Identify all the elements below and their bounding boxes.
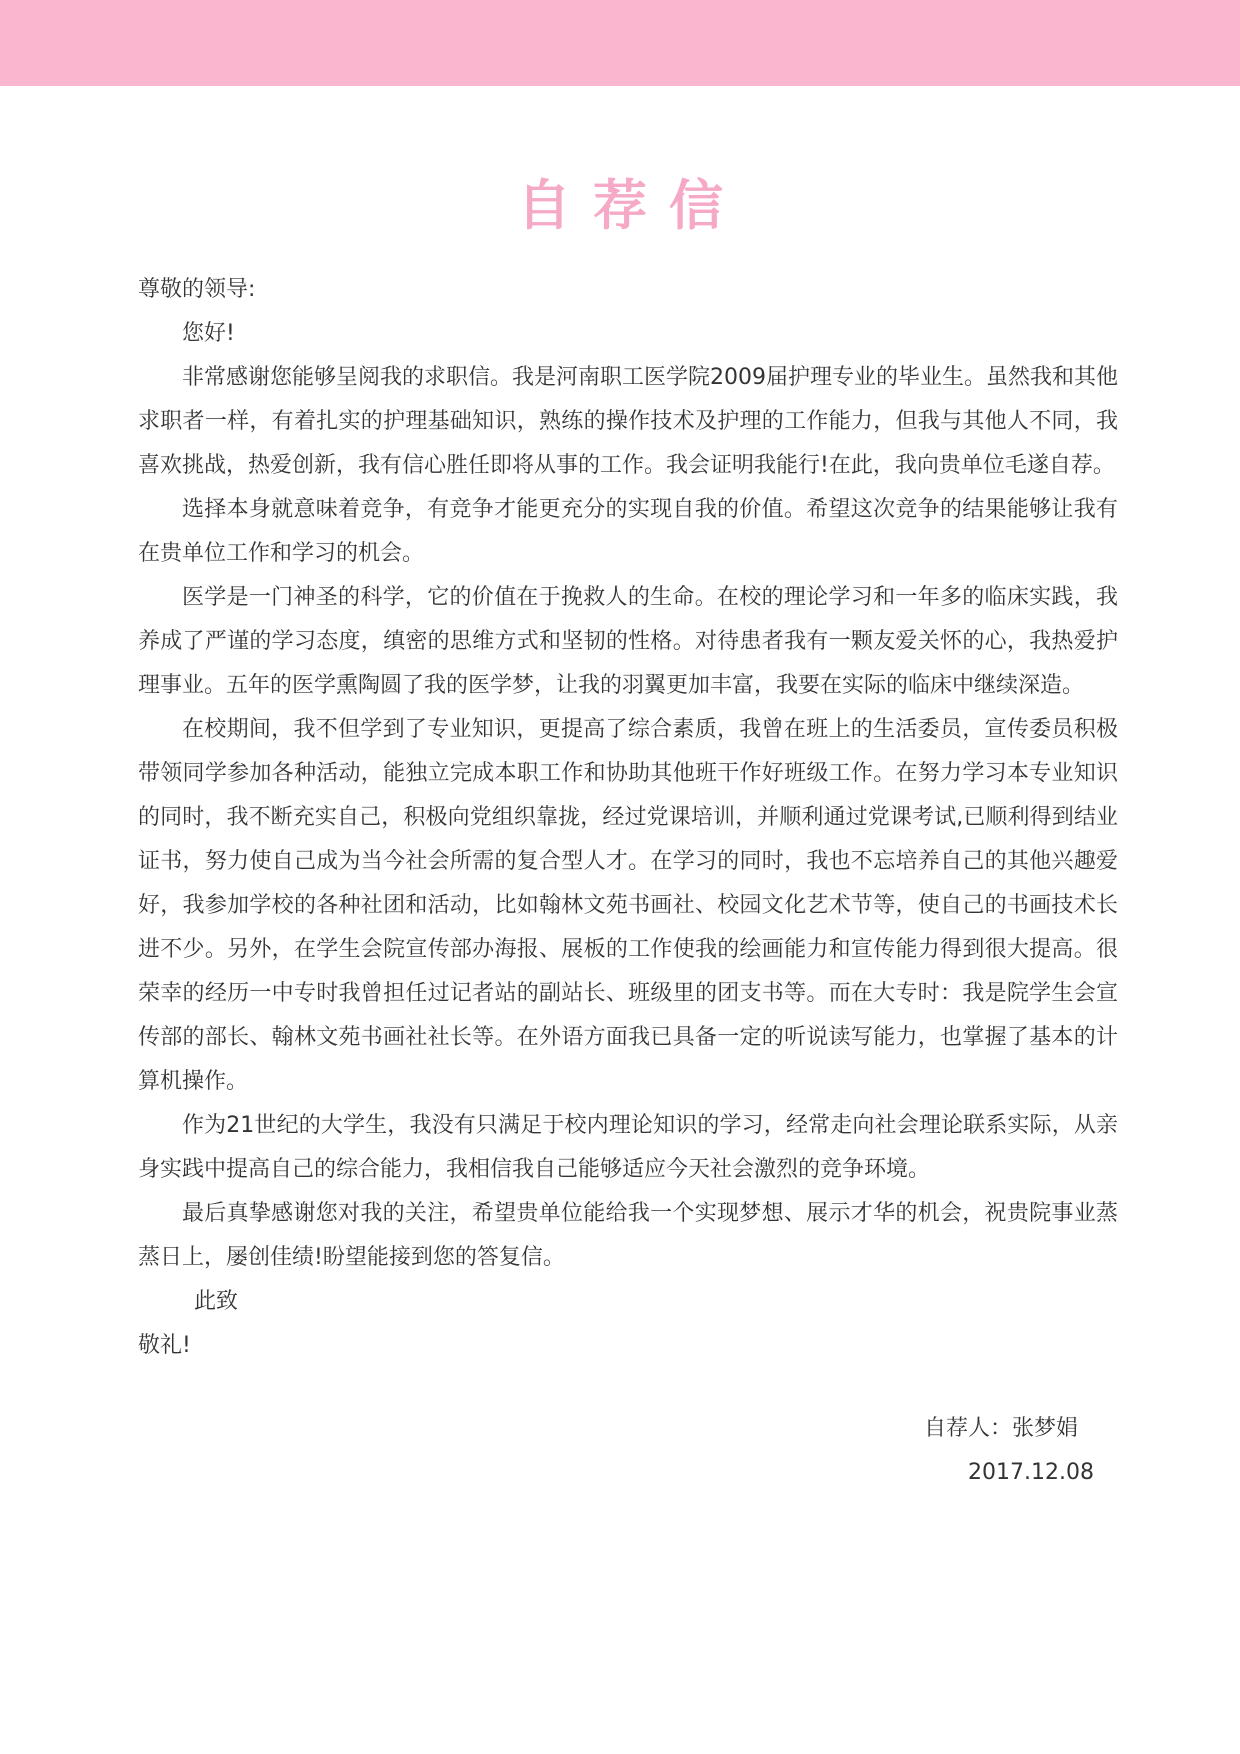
letter-paragraph: 作为21世纪的大学生，我没有只满足于校内理论知识的学习，经常走向社会理论联系实际，从亲身实践中提高自己的综合能力，我相信我自己能够适应今天社会激烈的竞争环境。 bbox=[138, 1113, 1118, 1182]
letter-regards: 敬礼! bbox=[138, 1333, 191, 1358]
letter-paragraph: 非常感谢您能够呈阅我的求职信。我是河南职工医学院2009届护理专业的毕业生。虽然我和其他求职者一样，有着扎实的护理基础知识，熟练的操作技术及护理的工作能力，但我与其他人不同，我喜欢挑战，热爱创新，我有信心胜任即将从事的工作。我会证明我能行!在此，我向贵单位毛遂自荐。 bbox=[138, 365, 1118, 478]
signature-name: 自荐人：张梦娟 bbox=[924, 1416, 1079, 1441]
letter-paragraph: 在校期间，我不但学到了专业知识，更提高了综合素质，我曾在班上的生活委员，宣传委员积极带领同学参加各种活动，能独立完成本职工作和协助其他班干作好班级工作。在努力学习本专业知识的同时，我不断充实自己，积极向党组织靠拢，经过党课培训，并顺利通过党课考试,已顺利得到结业证书，努力使自己成为当今社会所需的复合型人才。在学习的同时，我也不忘培养自己的其他兴趣爱好，我参加学校的各种社团和活动，比如翰林文苑书画社、校园文化艺术节等，使自己的书画技术长进不少。另外，在学生会院宣传部办海报、展板的工作使我的绘画能力和宣传能力得到很大提高。很荣幸的经历一中专时我曾担任过记者站的副站长、班级里的团支书等。而在大专时：我是院学生会宣传部的部长、翰林文苑书画社社长等。在外语方面我已具备一定的听说读写能力，也掌握了基本的计算机操作。 bbox=[138, 717, 1118, 1094]
letter-salutation: 尊敬的领导: bbox=[138, 277, 256, 302]
letter-paragraph: 医学是一门神圣的科学，它的价值在于挽救人的生命。在校的理论学习和一年多的临床实践，我养成了严谨的学习态度，缜密的思维方式和坚韧的性格。对待患者我有一颗友爱关怀的心，我热爱护理事业。五年的医学熏陶圆了我的医学梦，让我的羽翼更加丰富，我要在实际的临床中继续深造。 bbox=[138, 585, 1118, 698]
letter-paragraph: 最后真挚感谢您对我的关注，希望贵单位能给我一个实现梦想、展示才华的机会，祝贵院事业蒸蒸日上，屡创佳绩!盼望能接到您的答复信。 bbox=[138, 1201, 1118, 1270]
letter-closing: 此致 bbox=[194, 1289, 239, 1314]
signature-date: 2017.12.08 bbox=[968, 1460, 1094, 1485]
letter-body bbox=[138, 268, 1118, 1368]
header-band bbox=[0, 0, 1240, 86]
letter-greeting: 您好! bbox=[182, 321, 235, 346]
page-title: 自荐信 bbox=[517, 174, 745, 237]
signature-block bbox=[900, 1407, 1140, 1495]
letter-paragraph: 选择本身就意味着竞争，有竞争才能更充分的实现自我的价值。希望这次竞争的结果能够让我有在贵单位工作和学习的机会。 bbox=[138, 497, 1118, 566]
